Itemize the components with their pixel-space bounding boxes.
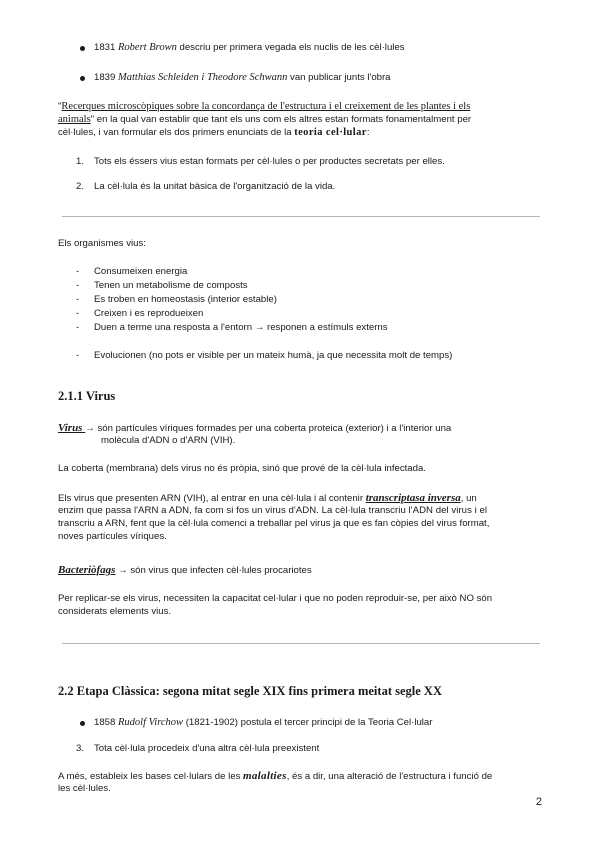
bullet-dot xyxy=(80,76,85,81)
dash-marker: - xyxy=(76,294,80,305)
bullet-text: (1821-1902) postula el tercer principi de la Teoria Cel·lular xyxy=(185,717,433,728)
enunciat-number: 2. xyxy=(76,181,85,192)
bacteriofags-term: Bacteriòfags xyxy=(58,564,116,576)
bacteriofags-def: → són virus que infecten cèl·lules procariotes xyxy=(115,565,312,576)
year: 1839 xyxy=(94,72,116,83)
paragraph-line xyxy=(58,770,492,783)
work-title-end: animals xyxy=(58,114,91,125)
list-item: Duen a terme una resposta a l'entorn → responen a estímuls externs xyxy=(94,322,388,333)
virus-term: Virus xyxy=(58,422,86,434)
paragraph-line: les cèl·lules. xyxy=(58,783,111,794)
malalties-term: malalties xyxy=(243,770,287,782)
paragraph-line: enzim que passa l'ARN a ADN, fa com si fos un virus d'ADN. La cèl·lula transcriu l'ADN del virus i el xyxy=(58,505,488,516)
scientist-name: Rudolf Virchow xyxy=(118,717,184,728)
work-line-3 xyxy=(58,127,369,139)
paragraph-line: noves partícules víriques. xyxy=(58,531,167,542)
dash-marker: - xyxy=(76,280,80,291)
paragraph-line xyxy=(58,492,477,505)
list-item: Es troben en homeostasis (interior estable) xyxy=(94,294,277,305)
divider xyxy=(62,643,540,644)
dash-marker: - xyxy=(76,266,80,277)
dash-marker: - xyxy=(76,308,80,319)
teoria-cellular-term: teoria cel·lular xyxy=(294,127,367,138)
list-item: Tenen un metabolisme de composts xyxy=(94,280,248,291)
page-number: 2 xyxy=(535,796,542,808)
dash-marker: - xyxy=(76,322,80,333)
virus-def-cont: molècula d'ADN o d'ARN (VIH). xyxy=(101,435,236,446)
enunciat-number: 3. xyxy=(76,743,85,754)
scientist-name: Matthias Schleiden i Theodore Schwann xyxy=(118,72,288,83)
enunciat-text: La cèl·lula és la unitat bàsica de l'organització de la vida. xyxy=(94,181,336,192)
section-heading-etapa-classica: 2.2 Etapa Clàssica: segona mitat segle XIX fins primera meitat segle XX xyxy=(58,684,442,698)
work-text: " en la qual van establir que tant els uns com els altres estan formats fonamentalment per xyxy=(90,114,472,125)
list-item: Consumeixen energia xyxy=(94,266,188,277)
enunciat-text: Tota cèl·lula procedeix d'una altra cèl·lula preexistent xyxy=(94,743,320,754)
paragraph: La coberta (membrana) dels virus no és pròpia, sinó que prové de la cèl·lula infectada. xyxy=(58,463,426,474)
year: 1831 xyxy=(94,42,116,53)
virus-def: → són partícules víriques formades per una coberta proteica (exterior) i a l'interior una xyxy=(85,423,452,434)
paragraph-line: transcriu a ARN, fent que la cèl·lula comenci a treballar pel virus ja que es fan còpies del virus format, xyxy=(58,518,490,529)
section-heading-virus: 2.1.1 Virus xyxy=(58,389,116,403)
text: , un xyxy=(460,493,477,504)
text: , és a dir, una alteració de l'estructura i funció de xyxy=(286,771,493,782)
bullet-dot xyxy=(80,46,85,51)
transcriptasa-term: transcriptasa inversa xyxy=(365,492,461,504)
colon: : xyxy=(366,127,370,138)
list-item: Creixen i es reprodueixen xyxy=(94,308,204,319)
bullet-dot xyxy=(80,721,85,726)
work-line-1: "Recerques microscòpiques sobre la concordança de l'estructura i el creixement de les plantes i els xyxy=(58,101,471,112)
dash-marker: - xyxy=(76,350,80,361)
paragraph-line: Per replicar-se els virus, necessiten la capacitat cel·lular i que no poden reproduir-se, per això NO són xyxy=(58,593,493,604)
bacteriofags-line xyxy=(58,564,312,577)
bullet-text: van publicar junts l'obra xyxy=(290,72,391,83)
list-item: Evolucionen (no pots er visible per un mateix humà, ja que necessita molt de temps) xyxy=(94,350,453,361)
bullet-item-schleiden xyxy=(94,72,391,84)
divider xyxy=(62,216,540,217)
text: A més, estableix les bases cel·lulars de les xyxy=(58,771,244,782)
organismes-intro: Els organismes vius: xyxy=(58,238,146,249)
bullet-text: descriu per primera vegada els nuclis de les cèl·lules xyxy=(179,42,405,53)
paragraph-line: considerats elements vius. xyxy=(58,606,172,617)
text: Els virus que presenten ARN (VIH), al entrar en una cèl·lula i al contenir xyxy=(58,493,366,504)
virus-def-line-1 xyxy=(58,422,451,435)
scientist-name: Robert Brown xyxy=(118,42,177,53)
year: 1858 xyxy=(94,717,116,728)
work-text: cèl·lules, i van formular els dos primers enunciats de la xyxy=(58,127,295,138)
work-line-2 xyxy=(58,114,471,126)
enunciat-number: 1. xyxy=(76,156,85,167)
work-title: Recerques microscòpiques sobre la concordança de l'estructura i el creixement de les plantes i els xyxy=(61,101,471,112)
enunciat-text: Tots els éssers vius estan formats per cèl·lules o per productes secretats per elles. xyxy=(94,156,445,167)
bullet-item-brown xyxy=(94,42,405,54)
bullet-item-virchow xyxy=(94,717,432,729)
